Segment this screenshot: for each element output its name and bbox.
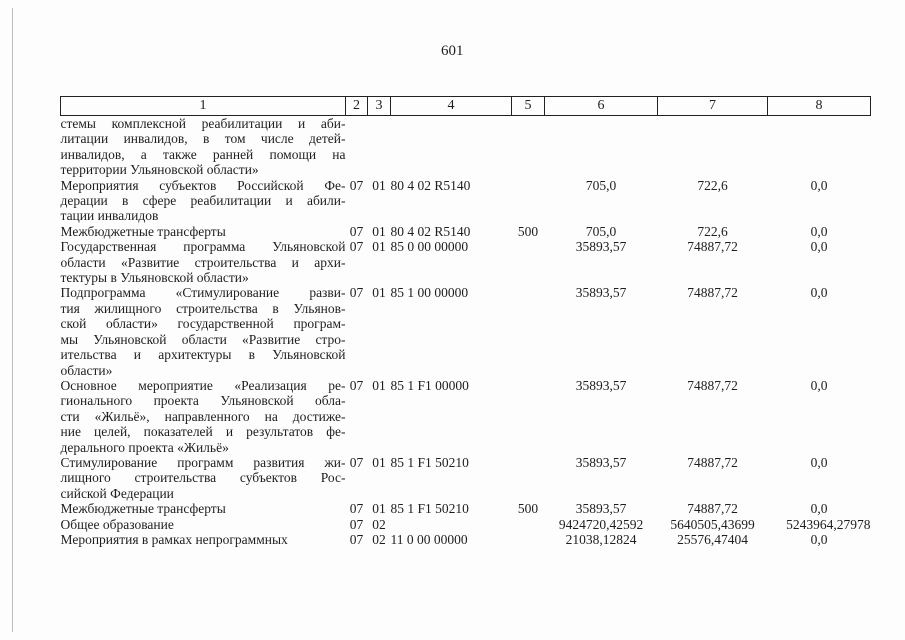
row-value-7: 74887,72 [687, 454, 738, 470]
budget-table [60, 96, 871, 547]
row-name-line: гионального проекта Ульяновской обла- [60, 393, 346, 409]
row-section: 07 [349, 516, 364, 532]
row-name-line: ской области» государственной програм- [60, 316, 346, 332]
row-section: 07 [349, 239, 364, 255]
row-expense-type: 500 [517, 223, 539, 239]
row-name [61, 178, 346, 224]
row-value-7: 74887,72 [687, 501, 738, 517]
row-name-line: сийской Федерации [60, 485, 174, 501]
row-name [61, 378, 346, 455]
row-target-article: 85 1 F1 50210 [390, 501, 469, 517]
row-target-article: 80 4 02 R5140 [390, 177, 471, 193]
table-row [61, 224, 871, 239]
header-col-7: 7 [658, 97, 768, 116]
row-name-line: Мероприятия в рамках непрограммных [60, 531, 288, 547]
row-subsection: 01 [372, 377, 386, 393]
row-target-article: 85 1 F1 00000 [390, 377, 469, 393]
row-value-7 [658, 116, 768, 178]
row-expense-type [512, 239, 545, 285]
row-name [61, 501, 346, 516]
row-subsection: 01 [372, 285, 386, 301]
row-section: 07 [349, 223, 364, 239]
row-name-line: литации инвалидов, в том числе детей- [60, 131, 346, 147]
row-target-article: 11 0 00 00000 [390, 531, 468, 547]
row-subsection: 01 [372, 223, 386, 239]
row-value-8: 0,0 [810, 454, 828, 470]
table-row [61, 501, 871, 516]
row-name-line: Мероприятия субъектов Российской Фе- [60, 177, 346, 193]
row-name-line: Подпрограмма «Стимулирование разви- [60, 285, 346, 301]
row-value-7: 74887,72 [687, 377, 738, 393]
row-name-line: области «Развитие строительства и архи- [60, 254, 346, 270]
row-section: 07 [349, 454, 364, 470]
row-value-8: 0,0 [810, 501, 828, 517]
row-name-line: дерации в сфере реабилитации и абили- [60, 193, 346, 209]
row-value-6: 35893,57 [575, 501, 627, 517]
row-name-line: дерального проекта «Жильё» [60, 439, 229, 455]
row-value-8: 0,0 [810, 223, 828, 239]
table-body [61, 116, 871, 548]
row-value-8: 0,0 [810, 177, 828, 193]
row-name-line: тия жилищного строительства в Ульянов- [60, 300, 346, 316]
row-section: 07 [349, 285, 364, 301]
row-value-6: 705,0 [585, 177, 617, 193]
header-col-8: 8 [768, 97, 871, 116]
row-expense-type [512, 455, 545, 501]
row-name-line: Основное мероприятие «Реализация ре- [60, 377, 346, 393]
header-col-2: 2 [346, 97, 368, 116]
row-value-6: 35893,57 [575, 239, 627, 255]
header-col-4: 4 [391, 97, 512, 116]
row-name [61, 532, 346, 547]
header-col-1: 1 [61, 97, 346, 116]
row-target-article [391, 116, 512, 178]
row-expense-type [512, 378, 545, 455]
row-subsection [368, 116, 391, 178]
row-subsection: 01 [372, 454, 386, 470]
row-target-article [391, 517, 512, 532]
row-name-line: ительства и архитектуры в Ульяновской [60, 347, 346, 363]
row-subsection: 02 [372, 531, 386, 547]
row-target-article: 85 1 00 00000 [390, 285, 469, 301]
row-name-line: стемы комплексной реабилитации и аби- [60, 116, 346, 131]
table-row [61, 239, 871, 285]
row-subsection: 02 [372, 516, 386, 532]
row-name-line: Межбюджетные трансферты [60, 223, 226, 239]
header-col-3: 3 [368, 97, 391, 116]
row-value-7: 74887,72 [687, 239, 738, 255]
row-value-6: 9424720,42592 [558, 516, 644, 532]
row-name-line: Стимулирование программ развития жи- [60, 454, 346, 470]
header-col-5: 5 [512, 97, 545, 116]
row-value-8: 0,0 [810, 239, 828, 255]
row-section [346, 116, 368, 178]
row-name [61, 285, 346, 377]
row-target-article: 85 1 F1 50210 [390, 454, 469, 470]
row-expense-type [512, 116, 545, 178]
row-name-line: инвалидов, а также ранней помощи на [60, 146, 346, 162]
row-section: 07 [349, 531, 364, 547]
row-value-8: 5243964,27978 [786, 516, 871, 532]
row-value-8: 0,0 [810, 285, 828, 301]
row-value-6: 35893,57 [575, 285, 627, 301]
table-header [61, 97, 871, 116]
row-value-6: 21038,12824 [565, 531, 637, 547]
row-value-6: 35893,57 [575, 377, 627, 393]
row-name-line: территории Ульяновской области» [60, 162, 259, 178]
row-name-line: области» [60, 362, 113, 378]
row-name [61, 116, 346, 178]
table-row [61, 378, 871, 455]
row-expense-type [512, 532, 545, 547]
row-value-7: 74887,72 [687, 285, 738, 301]
row-value-6: 705,0 [585, 223, 617, 239]
row-expense-type [512, 178, 545, 224]
row-value-8: 0,0 [810, 377, 828, 393]
row-name-line: лищного строительства субъектов Рос- [60, 470, 346, 486]
table-row [61, 178, 871, 224]
row-name-line: сти «Жильё», направленного на достиже- [60, 408, 346, 424]
table-row [61, 116, 871, 178]
row-target-article: 80 4 02 R5140 [390, 223, 471, 239]
row-name-line: Государственная программа Ульяновской [60, 239, 346, 255]
row-target-article: 85 0 00 00000 [390, 239, 469, 255]
row-name [61, 239, 346, 285]
row-subsection: 01 [372, 177, 386, 193]
row-value-7: 25576,47404 [677, 531, 748, 547]
row-value-8 [768, 116, 871, 178]
row-value-6 [545, 116, 658, 178]
table-row [61, 285, 871, 377]
row-name-line: тектуры в Ульяновской области» [60, 270, 249, 286]
row-value-6: 35893,57 [575, 454, 627, 470]
table-row [61, 455, 871, 501]
row-section: 07 [349, 377, 364, 393]
row-section: 07 [349, 501, 364, 517]
row-expense-type [512, 285, 545, 377]
row-value-7: 5640505,43699 [670, 516, 755, 532]
row-value-7: 722,6 [697, 177, 728, 193]
row-name-line: ние целей, показателей и результатов фе- [60, 424, 346, 440]
row-expense-type [512, 517, 545, 532]
row-name-line: Межбюджетные трансферты [60, 501, 226, 517]
row-subsection: 01 [372, 239, 386, 255]
row-name-line: тации инвалидов [60, 208, 159, 224]
row-value-8: 0,0 [810, 531, 828, 547]
row-section: 07 [349, 177, 364, 193]
table-row [61, 517, 871, 532]
row-name [61, 224, 346, 239]
row-expense-type: 500 [517, 501, 539, 517]
table-row [61, 532, 871, 547]
row-subsection: 01 [372, 501, 386, 517]
row-name-line: мы Ульяновской области «Развитие стро- [60, 331, 346, 347]
row-name [61, 455, 346, 501]
scan-edge-line [12, 8, 13, 632]
row-name [61, 517, 346, 532]
header-col-6: 6 [545, 97, 658, 116]
row-name-line: Общее образование [60, 516, 174, 532]
row-value-7: 722,6 [697, 223, 728, 239]
